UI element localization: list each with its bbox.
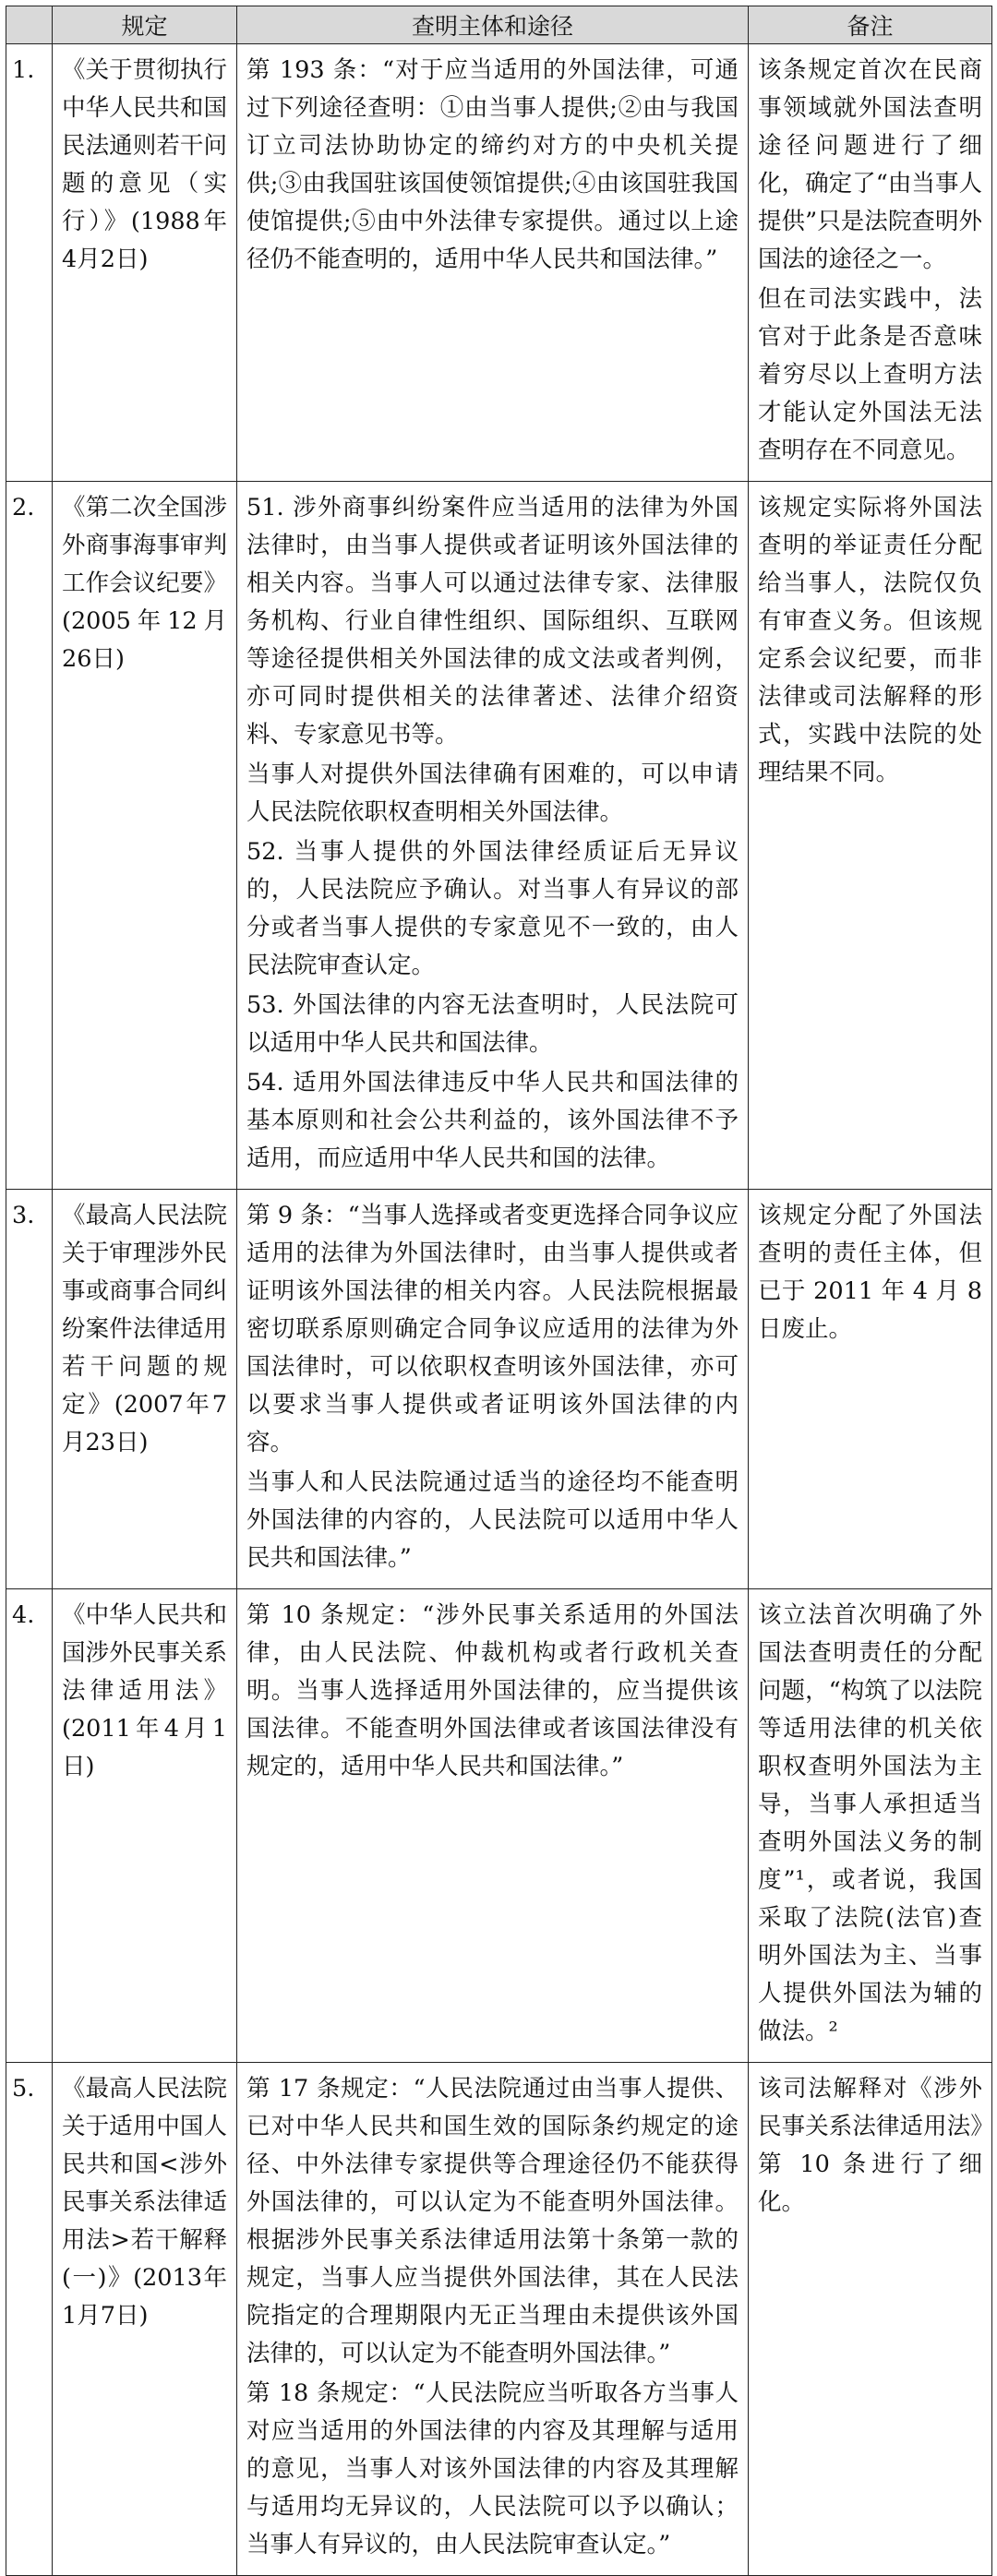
- regulation-cell: 《中华人民共和国涉外民事关系法律适用法》(2011年4月1日): [53, 1589, 237, 2063]
- note-cell: [749, 1589, 992, 2063]
- header-number: [6, 6, 53, 44]
- content-paragraph: 第 17 条规定：“人民法院通过由当事人提供、已对中华人民共和国生效的国际条约规定的途径、中外法律专家提供等合理途径仍不能获得外国法律的，可以认定为不能查明外国法律。根据涉外民事关系法律适用法第十条第一款的规定，当事人应当提供外国法律，其在人民法院指定的合理期限内无正当理由未提供该外国法律的，可以认定为不能查明外国法律。”: [246, 2075, 739, 2367]
- header-remarks: 备注: [749, 6, 992, 44]
- table-row: [6, 2063, 992, 2576]
- table-header-row: [6, 6, 992, 44]
- content-paragraph: 第 193 条：“对于应当适用的外国法律，可通过下列途径查明：①由当事人提供;②由与我国订立司法协助协定的缔约对方的中央机关提供;③由我国驻该国使领馆提供;④由该国驻我国使馆提供;⑤由中外法律专家提供。通过以上途径仍不能查明的，适用中华人民共和国法律。”: [246, 56, 739, 273]
- note-cell: [749, 482, 992, 1190]
- header-subject-and-means: 查明主体和途径: [237, 6, 749, 44]
- note-cell: [749, 2063, 992, 2576]
- row-number: 3.: [6, 1190, 53, 1589]
- content-cell: [237, 482, 749, 1190]
- note-paragraph: 该立法首次明确了外国法查明责任的分配问题，“构筑了以法院等适用法律的机关依职权查明外国法为主导，当事人承担适当查明外国法义务的制度”¹，或者说，我国采取了法院(法官)查明外国法为主、当事人提供外国法为辅的做法。²: [758, 1601, 982, 2045]
- row-number: 2.: [6, 482, 53, 1190]
- table-row: [6, 44, 992, 482]
- table-row: [6, 482, 992, 1190]
- regulation-cell: 《第二次全国涉外商事海事审判工作会议纪要》(2005年12月26日): [53, 482, 237, 1190]
- note-paragraph: 但在司法实践中，法官对于此条是否意味着穷尽以上查明方法才能认定外国法无法查明存在不同意见。: [758, 285, 982, 464]
- content-paragraph: 第 18 条规定：“人民法院应当听取各方当事人对应当适用的外国法律的内容及其理解与适用的意见，当事人对该外国法律的内容及其理解与适用均无异议的，人民法院可以予以确认；当事人有异议的，由人民法院审查认定。”: [246, 2379, 739, 2558]
- regulations-table: [6, 6, 992, 2576]
- content-paragraph: 54. 适用外国法律违反中华人民共和国法律的基本原则和社会公共利益的，该外国法律不予适用，而应适用中华人民共和国的法律。: [246, 1069, 739, 1172]
- note-paragraph: 该条规定首次在民商事领域就外国法查明途径问题进行了细化，确定了“由当事人提供”只是法院查明外国法的途径之一。: [758, 56, 982, 273]
- regulation-cell: 《最高人民法院关于审理涉外民事或商事合同纠纷案件法律适用若干问题的规定》(2007年7月23日): [53, 1190, 237, 1589]
- note-cell: [749, 1190, 992, 1589]
- content-paragraph: 53. 外国法律的内容无法查明时，人民法院可以适用中华人民共和国法律。: [246, 991, 739, 1057]
- row-number: 4.: [6, 1589, 53, 2063]
- content-cell: [237, 2063, 749, 2576]
- note-paragraph: 该规定分配了外国法查明的责任主体，但已于 2011 年 4 月 8 日废止。: [758, 1202, 982, 1343]
- note-paragraph: 该规定实际将外国法查明的举证责任分配给当事人，法院仅负有审查义务。但该规定系会议纪要，而非法律或司法解释的形式，实践中法院的处理结果不同。: [758, 494, 982, 786]
- row-number: 5.: [6, 2063, 53, 2576]
- content-paragraph: 52. 当事人提供的外国法律经质证后无异议的，人民法院应予确认。对当事人有异议的部分或者当事人提供的专家意见不一致的，由人民法院审查认定。: [246, 838, 739, 979]
- content-cell: [237, 1190, 749, 1589]
- content-paragraph: 51. 涉外商事纠纷案件应当适用的法律为外国法律时，由当事人提供或者证明该外国法律的相关内容。当事人可以通过法律专家、法律服务机构、行业自律性组织、国际组织、互联网等途径提供相关外国法律的成文法或者判例，亦可同时提供相关的法律著述、法律介绍资料、专家意见书等。: [246, 494, 739, 749]
- content-cell: [237, 1589, 749, 2063]
- regulation-cell: 《最高人民法院关于适用中国人民共和国<涉外民事关系法律适用法>若干解释(一)》(2013年1月7日): [53, 2063, 237, 2576]
- row-number: 1.: [6, 44, 53, 482]
- content-paragraph: 当事人对提供外国法律确有困难的，可以申请人民法院依职权查明相关外国法律。: [246, 761, 739, 826]
- content-paragraph: 第 9 条：“当事人选择或者变更选择合同争议应适用的法律为外国法律时，由当事人提供或者证明该外国法律的相关内容。人民法院根据最密切联系原则确定合同争议应适用的法律为外国法律时，可以依职权查明该外国法律，亦可以要求当事人提供或者证明该外国法律的内容。: [246, 1202, 739, 1456]
- regulation-cell: 《关于贯彻执行中华人民共和国民法通则若干问题的意见（实行）》(1988年4月2日): [53, 44, 237, 482]
- content-cell: [237, 44, 749, 482]
- content-paragraph: 当事人和人民法院通过适当的途径均不能查明外国法律的内容的，人民法院可以适用中华人民共和国法律。”: [246, 1468, 739, 1572]
- table-row: [6, 1589, 992, 2063]
- note-paragraph: 该司法解释对《涉外民事关系法律适用法》第 10 条进行了细化。: [758, 2075, 982, 2216]
- content-paragraph: 第 10 条规定：“涉外民事关系适用的外国法律，由人民法院、仲裁机构或者行政机关查明。当事人选择适用外国法律的，应当提供该国法律。不能查明外国法律或者该国法律没有规定的，适用中华人民共和国法律。”: [246, 1601, 739, 1780]
- header-regulation: 规定: [53, 6, 237, 44]
- table-row: [6, 1190, 992, 1589]
- note-cell: [749, 44, 992, 482]
